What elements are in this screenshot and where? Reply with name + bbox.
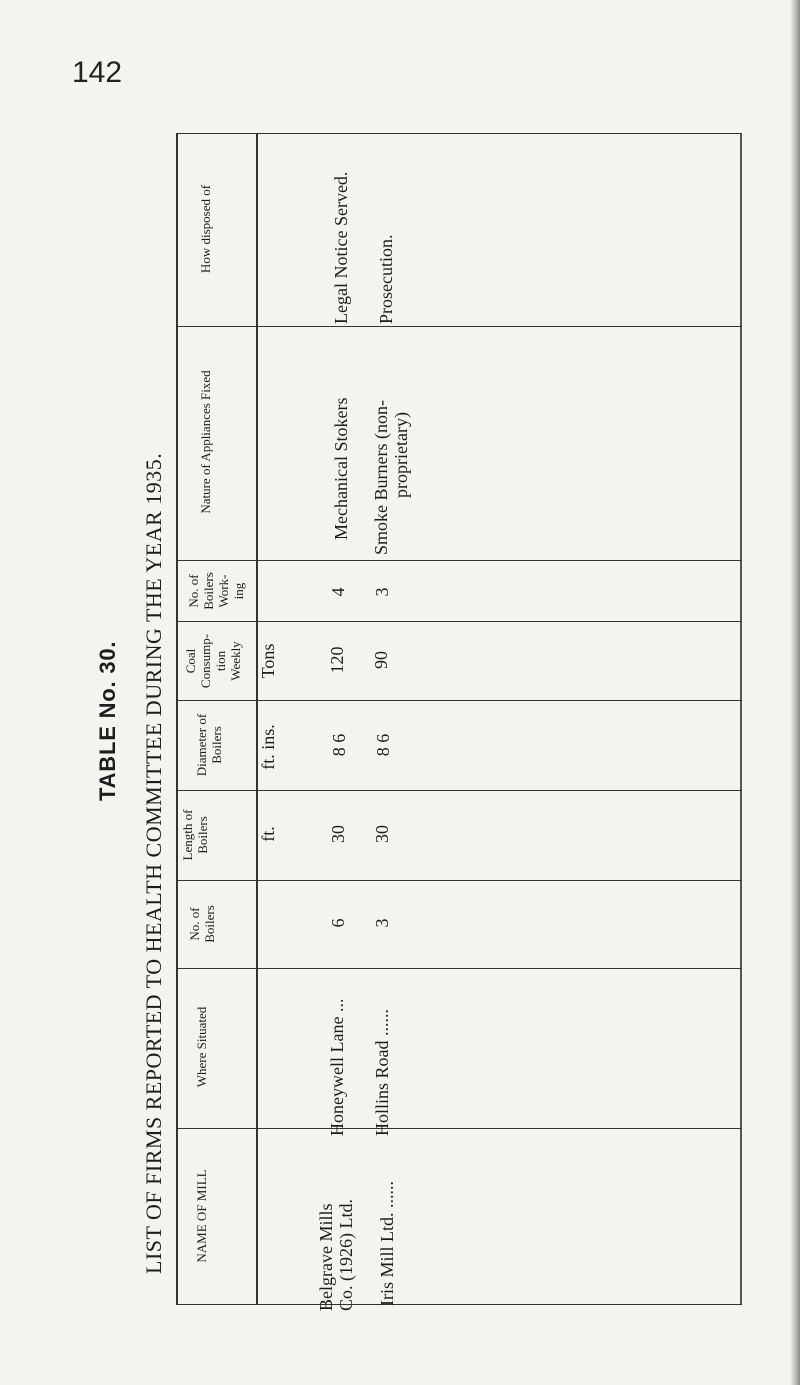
row1-disposed: Legal Notice Served. <box>331 171 351 324</box>
row2-where: Hollins Road ...... <box>372 1008 392 1136</box>
row-divider <box>176 621 742 622</box>
row2-nature-line2: proprietary) <box>391 412 411 498</box>
row1-where: Honeywell Lane ... <box>327 998 347 1136</box>
row1-boilers: 6 <box>328 918 348 928</box>
header-working: No. of Boilers Work- ing <box>186 572 246 610</box>
row2-coal: 90 <box>371 651 391 669</box>
header-diameter: Diameter of Boilers <box>194 713 224 777</box>
row1-name: Belgrave Mills <box>316 1203 336 1311</box>
row-divider <box>176 1128 742 1129</box>
unit-diameter: ft. ins. <box>258 724 278 770</box>
table-label: TABLE No. 30. <box>95 640 120 801</box>
row1-coal: 120 <box>327 646 347 674</box>
row1-length: 30 <box>328 825 348 843</box>
row2-disposed: Prosecution. <box>376 234 396 324</box>
unit-length: ft. <box>258 826 278 842</box>
header-length: Length of Boilers <box>180 809 210 861</box>
row-divider <box>176 133 742 134</box>
row1-working: 4 <box>328 587 348 597</box>
row-divider <box>176 326 742 327</box>
row-divider <box>176 790 742 791</box>
row2-length: 30 <box>372 825 392 843</box>
row2-boilers: 3 <box>372 918 392 928</box>
header-name: NAME OF MILL <box>194 1169 209 1263</box>
unit-coal: Tons <box>258 643 278 679</box>
row-divider <box>176 1304 742 1305</box>
row-divider <box>176 880 742 881</box>
page-edge-shadow <box>790 0 800 1385</box>
table-left-border <box>176 133 178 1305</box>
row1-nature: Mechanical Stokers <box>331 397 351 540</box>
row1-name-line2: Co. (1926) Ltd. <box>336 1199 356 1311</box>
header-where: Where Situated <box>194 1006 209 1088</box>
header-nature: Nature of Appliances Fixed <box>198 370 213 514</box>
row2-working: 3 <box>372 587 392 597</box>
header-coal: Coal Consump- tion Weekly <box>183 633 243 689</box>
table-title: LIST OF FIRMS REPORTED TO HEALTH COMMITTEE DURING THE YEAR 1935. <box>141 452 166 1274</box>
header-disposed: How disposed of <box>198 184 213 274</box>
page-number: 142 <box>72 56 123 89</box>
table-right-border <box>740 133 742 1305</box>
row-divider <box>176 560 742 561</box>
row2-nature: Smoke Burners (non- <box>371 400 391 555</box>
row-divider <box>176 968 742 969</box>
header-boilers: No. of Boilers <box>187 905 217 943</box>
row2-name: Iris Mill Ltd. ...... <box>377 1181 397 1306</box>
row1-diameter: 8 6 <box>329 733 349 757</box>
row2-diameter: 8 6 <box>373 733 393 757</box>
row-divider <box>176 700 742 701</box>
